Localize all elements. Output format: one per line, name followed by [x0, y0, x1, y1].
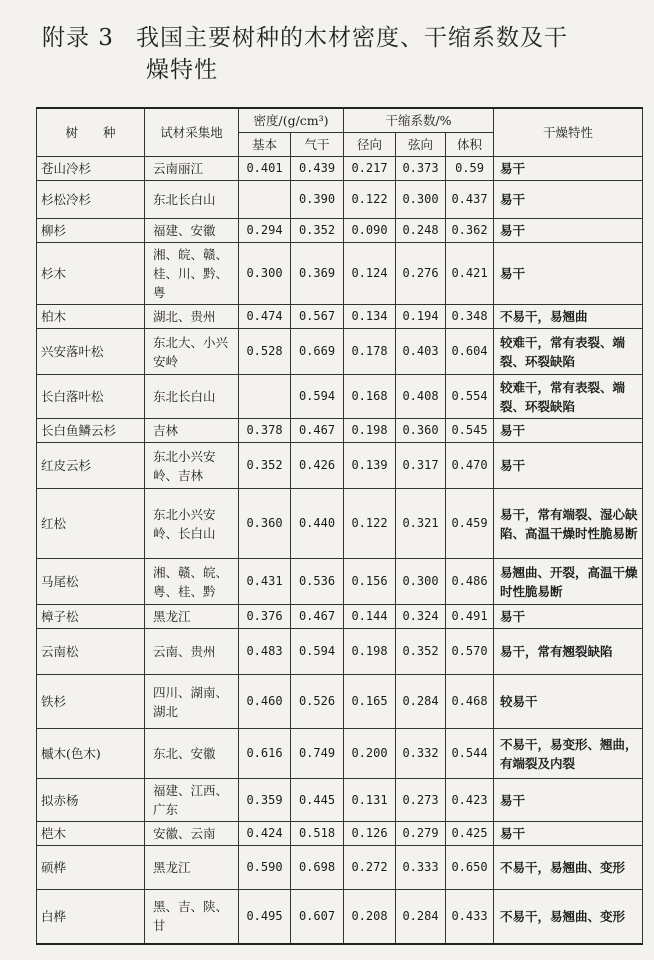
table-row [37, 443, 643, 489]
location-cell: 安徽、云南 [145, 822, 239, 846]
density-basic-cell: 0.474 [239, 305, 291, 329]
location-cell: 黑、吉、陕、甘 [145, 890, 239, 944]
species-cell: 硕桦 [37, 846, 145, 890]
shrink-radial-cell: 0.124 [344, 243, 396, 305]
shrink-volume-cell: 0.421 [446, 243, 494, 305]
table-row [37, 419, 643, 443]
shrink-volume-cell: 0.554 [446, 375, 494, 419]
density-basic-cell: 0.378 [239, 419, 291, 443]
drying-cell: 易干，常有端裂、湿心缺陷、高温干燥时性脆易断 [494, 489, 643, 559]
header-density-air: 气干 [291, 133, 344, 157]
density-basic-cell: 0.359 [239, 779, 291, 822]
density-basic-cell: 0.294 [239, 219, 291, 243]
shrink-tangential-cell: 0.273 [396, 779, 446, 822]
shrink-radial-cell: 0.139 [344, 443, 396, 489]
density-air-cell: 0.536 [291, 559, 344, 605]
density-basic-cell: 0.460 [239, 675, 291, 729]
density-basic-cell: 0.483 [239, 629, 291, 675]
density-basic-cell: 0.352 [239, 443, 291, 489]
location-cell: 福建、安徽 [145, 219, 239, 243]
drying-cell: 较难干，常有表裂、端裂、环裂缺陷 [494, 375, 643, 419]
density-basic-cell: 0.495 [239, 890, 291, 944]
table-row [37, 329, 643, 375]
location-cell: 黑龙江 [145, 846, 239, 890]
density-basic-cell: 0.376 [239, 605, 291, 629]
drying-cell: 易干 [494, 779, 643, 822]
shrink-radial-cell: 0.178 [344, 329, 396, 375]
shrink-tangential-cell: 0.373 [396, 157, 446, 181]
density-air-cell: 0.594 [291, 629, 344, 675]
density-basic-cell [239, 375, 291, 419]
shrink-volume-cell: 0.362 [446, 219, 494, 243]
shrink-radial-cell: 0.198 [344, 629, 396, 675]
location-cell: 湘、赣、皖、粤、桂、黔 [145, 559, 239, 605]
density-air-cell: 0.698 [291, 846, 344, 890]
shrink-tangential-cell: 0.276 [396, 243, 446, 305]
drying-cell: 不易干，易翘曲 [494, 305, 643, 329]
species-cell: 拟赤杨 [37, 779, 145, 822]
shrink-volume-cell: 0.604 [446, 329, 494, 375]
header-shrinkage: 干缩系数/% [344, 108, 494, 133]
species-cell: 长白鱼鳞云杉 [37, 419, 145, 443]
shrink-tangential-cell: 0.317 [396, 443, 446, 489]
shrink-volume-cell: 0.650 [446, 846, 494, 890]
density-basic-cell: 0.431 [239, 559, 291, 605]
location-cell: 东北长白山 [145, 181, 239, 219]
table-row [37, 822, 643, 846]
location-cell: 东北小兴安岭、长白山 [145, 489, 239, 559]
shrink-tangential-cell: 0.194 [396, 305, 446, 329]
drying-cell: 易干 [494, 419, 643, 443]
density-air-cell: 0.607 [291, 890, 344, 944]
species-cell: 白桦 [37, 890, 145, 944]
species-cell: 苍山冷杉 [37, 157, 145, 181]
title-line-2: 燥特性 [146, 57, 218, 83]
species-cell: 马尾松 [37, 559, 145, 605]
species-cell: 铁杉 [37, 675, 145, 729]
location-cell: 云南丽江 [145, 157, 239, 181]
table-row [37, 157, 643, 181]
table-row [37, 375, 643, 419]
species-cell: 槭木(色木) [37, 729, 145, 779]
shrink-tangential-cell: 0.332 [396, 729, 446, 779]
species-cell: 柳杉 [37, 219, 145, 243]
title-line-1: 我国主要树种的木材密度、干缩系数及干 [135, 25, 568, 51]
shrink-radial-cell: 0.134 [344, 305, 396, 329]
shrink-tangential-cell: 0.248 [396, 219, 446, 243]
drying-cell: 易干 [494, 822, 643, 846]
shrink-tangential-cell: 0.300 [396, 181, 446, 219]
location-cell: 云南、贵州 [145, 629, 239, 675]
table-row [37, 243, 643, 305]
shrink-tangential-cell: 0.352 [396, 629, 446, 675]
drying-cell: 较难干，常有表裂、端裂、环裂缺陷 [494, 329, 643, 375]
table-row [37, 629, 643, 675]
header-density: 密度/(g/cm³) [239, 108, 344, 133]
location-cell: 福建、江西、广东 [145, 779, 239, 822]
shrink-radial-cell: 0.122 [344, 489, 396, 559]
location-cell: 东北小兴安岭、吉林 [145, 443, 239, 489]
header-shrink-tangential: 弦向 [396, 133, 446, 157]
shrink-radial-cell: 0.126 [344, 822, 396, 846]
density-basic-cell: 0.590 [239, 846, 291, 890]
density-basic-cell: 0.528 [239, 329, 291, 375]
shrink-volume-cell: 0.468 [446, 675, 494, 729]
density-air-cell: 0.369 [291, 243, 344, 305]
shrink-volume-cell: 0.348 [446, 305, 494, 329]
header-drying: 干燥特性 [494, 108, 643, 157]
location-cell: 东北、安徽 [145, 729, 239, 779]
density-air-cell: 0.352 [291, 219, 344, 243]
shrink-volume-cell: 0.459 [446, 489, 494, 559]
location-cell: 吉林 [145, 419, 239, 443]
density-air-cell: 0.467 [291, 419, 344, 443]
shrink-tangential-cell: 0.360 [396, 419, 446, 443]
shrink-volume-cell: 0.491 [446, 605, 494, 629]
wood-properties-table [36, 107, 643, 945]
location-cell: 四川、湖南、湖北 [145, 675, 239, 729]
shrink-volume-cell: 0.423 [446, 779, 494, 822]
species-cell: 兴安落叶松 [37, 329, 145, 375]
header-species: 树 种 [37, 108, 145, 157]
density-air-cell: 0.390 [291, 181, 344, 219]
density-basic-cell [239, 181, 291, 219]
table-row [37, 489, 643, 559]
shrink-volume-cell: 0.433 [446, 890, 494, 944]
density-air-cell: 0.426 [291, 443, 344, 489]
table-row [37, 219, 643, 243]
location-cell: 黑龙江 [145, 605, 239, 629]
density-air-cell: 0.518 [291, 822, 344, 846]
table-body [37, 157, 643, 944]
shrink-radial-cell: 0.217 [344, 157, 396, 181]
drying-cell: 易干 [494, 443, 643, 489]
shrink-volume-cell: 0.470 [446, 443, 494, 489]
species-cell: 云南松 [37, 629, 145, 675]
shrink-tangential-cell: 0.300 [396, 559, 446, 605]
density-air-cell: 0.669 [291, 329, 344, 375]
shrink-tangential-cell: 0.284 [396, 890, 446, 944]
table-row [37, 305, 643, 329]
appendix-title [42, 22, 642, 86]
shrink-radial-cell: 0.122 [344, 181, 396, 219]
shrink-volume-cell: 0.486 [446, 559, 494, 605]
density-air-cell: 0.440 [291, 489, 344, 559]
species-cell: 樟子松 [37, 605, 145, 629]
table-row [37, 779, 643, 822]
density-air-cell: 0.749 [291, 729, 344, 779]
density-air-cell: 0.439 [291, 157, 344, 181]
species-cell: 杉松冷杉 [37, 181, 145, 219]
header-shrink-radial: 径向 [344, 133, 396, 157]
species-cell: 红松 [37, 489, 145, 559]
shrink-tangential-cell: 0.321 [396, 489, 446, 559]
shrink-tangential-cell: 0.408 [396, 375, 446, 419]
drying-cell: 易翘曲、开裂，高温干燥时性脆易断 [494, 559, 643, 605]
density-basic-cell: 0.401 [239, 157, 291, 181]
shrink-tangential-cell: 0.279 [396, 822, 446, 846]
density-basic-cell: 0.616 [239, 729, 291, 779]
species-cell: 柏木 [37, 305, 145, 329]
drying-cell: 易干 [494, 181, 643, 219]
density-basic-cell: 0.424 [239, 822, 291, 846]
shrink-radial-cell: 0.272 [344, 846, 396, 890]
shrink-radial-cell: 0.168 [344, 375, 396, 419]
drying-cell: 较易干 [494, 675, 643, 729]
table-row [37, 846, 643, 890]
shrink-radial-cell: 0.090 [344, 219, 396, 243]
drying-cell: 不易干，易翘曲、变形 [494, 846, 643, 890]
drying-cell: 不易干，易变形、翘曲，有端裂及内裂 [494, 729, 643, 779]
shrink-volume-cell: 0.570 [446, 629, 494, 675]
table-row [37, 729, 643, 779]
table-row [37, 559, 643, 605]
shrink-tangential-cell: 0.403 [396, 329, 446, 375]
location-cell: 东北大、小兴安岭 [145, 329, 239, 375]
shrink-volume-cell: 0.59 [446, 157, 494, 181]
shrink-radial-cell: 0.131 [344, 779, 396, 822]
table-row [37, 181, 643, 219]
table-row [37, 890, 643, 944]
drying-cell: 易干 [494, 219, 643, 243]
drying-cell: 易干 [494, 243, 643, 305]
appendix-number: 附录 3 [42, 25, 114, 51]
density-basic-cell: 0.360 [239, 489, 291, 559]
species-cell: 杉木 [37, 243, 145, 305]
header-row-1 [37, 108, 643, 133]
shrink-volume-cell: 0.544 [446, 729, 494, 779]
location-cell: 湘、皖、赣、桂、川、黔、粤 [145, 243, 239, 305]
header-density-basic: 基本 [239, 133, 291, 157]
drying-cell: 易干 [494, 605, 643, 629]
shrink-radial-cell: 0.198 [344, 419, 396, 443]
drying-cell: 易干 [494, 157, 643, 181]
shrink-tangential-cell: 0.324 [396, 605, 446, 629]
shrink-volume-cell: 0.425 [446, 822, 494, 846]
species-cell: 长白落叶松 [37, 375, 145, 419]
species-cell: 桤木 [37, 822, 145, 846]
density-air-cell: 0.445 [291, 779, 344, 822]
location-cell: 湖北、贵州 [145, 305, 239, 329]
shrink-radial-cell: 0.156 [344, 559, 396, 605]
shrink-radial-cell: 0.144 [344, 605, 396, 629]
shrink-radial-cell: 0.165 [344, 675, 396, 729]
density-air-cell: 0.594 [291, 375, 344, 419]
header-location: 试材采集地 [145, 108, 239, 157]
shrink-radial-cell: 0.208 [344, 890, 396, 944]
drying-cell: 易干，常有翘裂缺陷 [494, 629, 643, 675]
shrink-tangential-cell: 0.284 [396, 675, 446, 729]
table-row [37, 675, 643, 729]
density-air-cell: 0.467 [291, 605, 344, 629]
drying-cell: 不易干，易翘曲、变形 [494, 890, 643, 944]
density-air-cell: 0.526 [291, 675, 344, 729]
shrink-volume-cell: 0.437 [446, 181, 494, 219]
density-air-cell: 0.567 [291, 305, 344, 329]
density-basic-cell: 0.300 [239, 243, 291, 305]
shrink-radial-cell: 0.200 [344, 729, 396, 779]
location-cell: 东北长白山 [145, 375, 239, 419]
table-row [37, 605, 643, 629]
shrink-volume-cell: 0.545 [446, 419, 494, 443]
shrink-tangential-cell: 0.333 [396, 846, 446, 890]
species-cell: 红皮云杉 [37, 443, 145, 489]
header-shrink-volume: 体积 [446, 133, 494, 157]
